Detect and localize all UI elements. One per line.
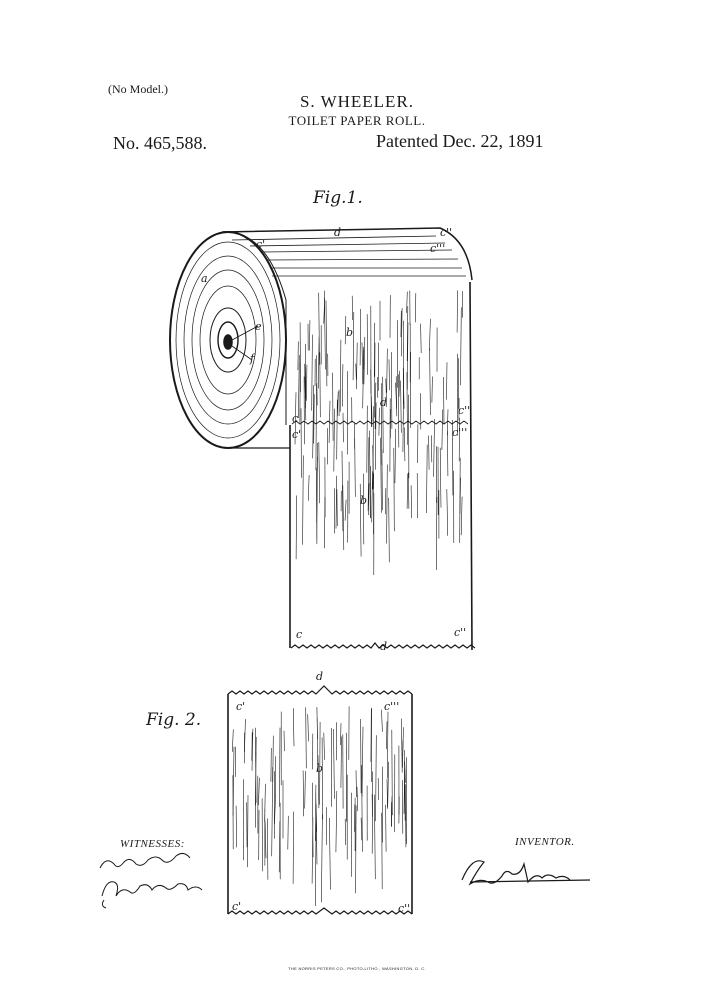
hatch-line (341, 723, 342, 745)
hatch-line (403, 740, 404, 768)
hatch-line (389, 359, 390, 390)
hatch-line (436, 497, 437, 570)
hatch-line (377, 377, 378, 398)
hatch-line (370, 431, 371, 518)
hatch-line (337, 391, 338, 416)
hatch-line (329, 818, 330, 890)
hatch-line (267, 819, 268, 880)
inventor-signature (462, 861, 590, 884)
hatch-line (265, 822, 266, 859)
fig1-label: Fig.1. (313, 188, 363, 208)
hatch-line (442, 410, 443, 450)
hatch-line (259, 778, 260, 805)
hatch-line (399, 371, 400, 397)
ref-d-mid: d (380, 396, 388, 409)
hatch-line (279, 821, 280, 872)
hatch-line (429, 319, 430, 351)
hatch-line (355, 438, 356, 497)
hatch-line (357, 787, 358, 811)
hatch-line (356, 806, 357, 894)
hatch-line (333, 373, 334, 441)
fig2-label: Fig. 2. (146, 710, 202, 730)
hatch-line (314, 394, 315, 443)
ref-b-fig1-top: b (346, 326, 354, 339)
hatch-line (389, 498, 390, 562)
ref-d-fig2: d (316, 670, 324, 683)
ref-c-mid: c (292, 412, 299, 425)
hatch-line (429, 436, 430, 470)
hatch-line (382, 449, 383, 510)
hatch-line (296, 496, 297, 560)
hatch-line (324, 291, 325, 370)
hatch-line (440, 448, 441, 508)
ref-c-triple-mid: c''' (452, 426, 468, 439)
hatch-line (356, 770, 357, 797)
hatch-line (316, 468, 317, 545)
hatch-line (404, 768, 405, 814)
hatch-line (461, 307, 462, 385)
hatch-line (308, 475, 309, 501)
hatch-line (447, 431, 448, 476)
hatch-line (265, 784, 266, 822)
fig1-shading (295, 290, 463, 575)
no-model-note: (No Model.) (108, 82, 168, 96)
hatch-line (361, 719, 362, 793)
hatch-line (341, 737, 342, 788)
hatch-line (404, 428, 405, 462)
hatch-line (461, 497, 462, 535)
hatch-line (401, 719, 402, 773)
hatch-line (336, 791, 337, 852)
hatch-line (352, 296, 353, 320)
hatch-line (447, 362, 448, 399)
hatch-line (362, 342, 363, 384)
hatch-line (407, 474, 408, 509)
hatch-line (432, 377, 433, 403)
ref-c-triple-fig2-top: c''' (384, 700, 400, 713)
hatch-line (334, 729, 335, 799)
hatch-line (405, 784, 406, 847)
hatch-line (386, 805, 387, 852)
hatch-line (336, 476, 337, 529)
hatch-line (431, 435, 432, 462)
inventor-heading: S. WHEELER. (299, 92, 415, 111)
hatch-line (386, 722, 387, 750)
hatch-line (303, 455, 304, 544)
hatch-line (316, 383, 317, 470)
hatch-line (337, 400, 338, 460)
hatch-line (342, 364, 343, 406)
ref-c-bottom: c (296, 628, 303, 641)
hatch-line (364, 337, 365, 384)
hatch-line (293, 708, 294, 746)
patent-title: TOILET PAPER ROLL. (288, 113, 426, 128)
hatch-line (376, 735, 377, 821)
ref-f: f (250, 352, 255, 365)
hatch-line (248, 795, 249, 867)
hatch-line (379, 408, 380, 436)
ref-b-fig2: b (316, 762, 324, 775)
hatch-line (421, 324, 422, 353)
hatch-line (401, 381, 402, 433)
ref-c-double-top: c'' (440, 226, 453, 239)
hatch-line (427, 445, 428, 513)
hatch-line (444, 377, 445, 424)
hatch-line (357, 343, 358, 380)
patent-date: Patented Dec. 22, 1891 (376, 131, 544, 151)
hatch-line (383, 377, 384, 453)
ref-c-prime-top: c' (256, 238, 266, 251)
ref-b-fig1-bottom: b (360, 494, 368, 507)
hatch-line (382, 813, 383, 889)
hatch-line (293, 812, 294, 884)
hatch-line (387, 349, 388, 393)
hatch-line (308, 714, 309, 741)
hatch-line (353, 312, 354, 380)
hatch-line (303, 771, 304, 817)
hatch-line (312, 335, 313, 411)
hatch-line (394, 448, 395, 531)
ref-d-top: d (334, 226, 342, 239)
hatch-line (232, 729, 233, 752)
hatch-line (298, 355, 299, 418)
hatch-line (372, 471, 373, 522)
hatch-line (387, 465, 388, 544)
hatch-line (280, 728, 281, 807)
hatch-line (430, 349, 431, 416)
hatch-line (387, 712, 388, 779)
hatch-line (233, 747, 234, 816)
printer-credit: THE NORRIS PETERS CO., PHOTO-LITHO., WASHINGTON, D. C. (288, 966, 426, 971)
hatch-line (321, 815, 322, 903)
inventor-label: INVENTOR. (515, 836, 575, 848)
ref-c-prime-fig2-bottom: c' (232, 900, 242, 913)
hatch-line (322, 738, 323, 820)
hatch-line (391, 352, 392, 429)
hatch-line (434, 419, 435, 477)
ref-c-prime-fig2-top: c' (236, 700, 246, 713)
hatch-line (374, 795, 375, 879)
hatch-line (305, 771, 306, 809)
patent-number: No. 465,588. (113, 133, 207, 153)
hatch-line (360, 309, 361, 365)
ref-c-prime-mid: c' (292, 428, 302, 441)
hatch-line (272, 767, 273, 856)
hatch-line (320, 352, 321, 417)
hatch-line (362, 727, 363, 797)
witness-signatures (100, 853, 202, 908)
hatch-line (334, 409, 335, 472)
ref-d-bottom: d (380, 640, 388, 653)
hatch-line (324, 733, 325, 760)
fig2-shading (232, 706, 406, 906)
hatch-line (395, 429, 396, 483)
fig1-drawing (170, 228, 475, 650)
hatch-line (288, 816, 289, 850)
hatch-line (319, 442, 320, 503)
hatch-line (387, 779, 388, 809)
hatch-line (367, 406, 368, 473)
ref-e: e (255, 320, 262, 333)
hatch-line (361, 818, 362, 840)
hatch-line (411, 485, 412, 518)
hatch-line (381, 438, 382, 513)
hatch-line (447, 489, 448, 536)
hatch-line (382, 710, 383, 732)
witnesses-label: WITNESSES: (120, 838, 185, 850)
hatch-line (326, 301, 327, 387)
hatch-line (236, 806, 237, 848)
hatch-line (388, 762, 389, 808)
ref-c-double-fig2-bottom: c'' (398, 902, 411, 915)
hatch-line (306, 707, 307, 768)
hatch-line (345, 500, 346, 521)
ref-c-triple-top: c''' (430, 242, 446, 255)
ref-c-double-bottom: c'' (454, 626, 467, 639)
ref-c-double-mid: c'' (458, 404, 471, 417)
hatch-line (407, 292, 408, 313)
ref-a: a (201, 272, 208, 285)
hatch-line (340, 340, 341, 412)
